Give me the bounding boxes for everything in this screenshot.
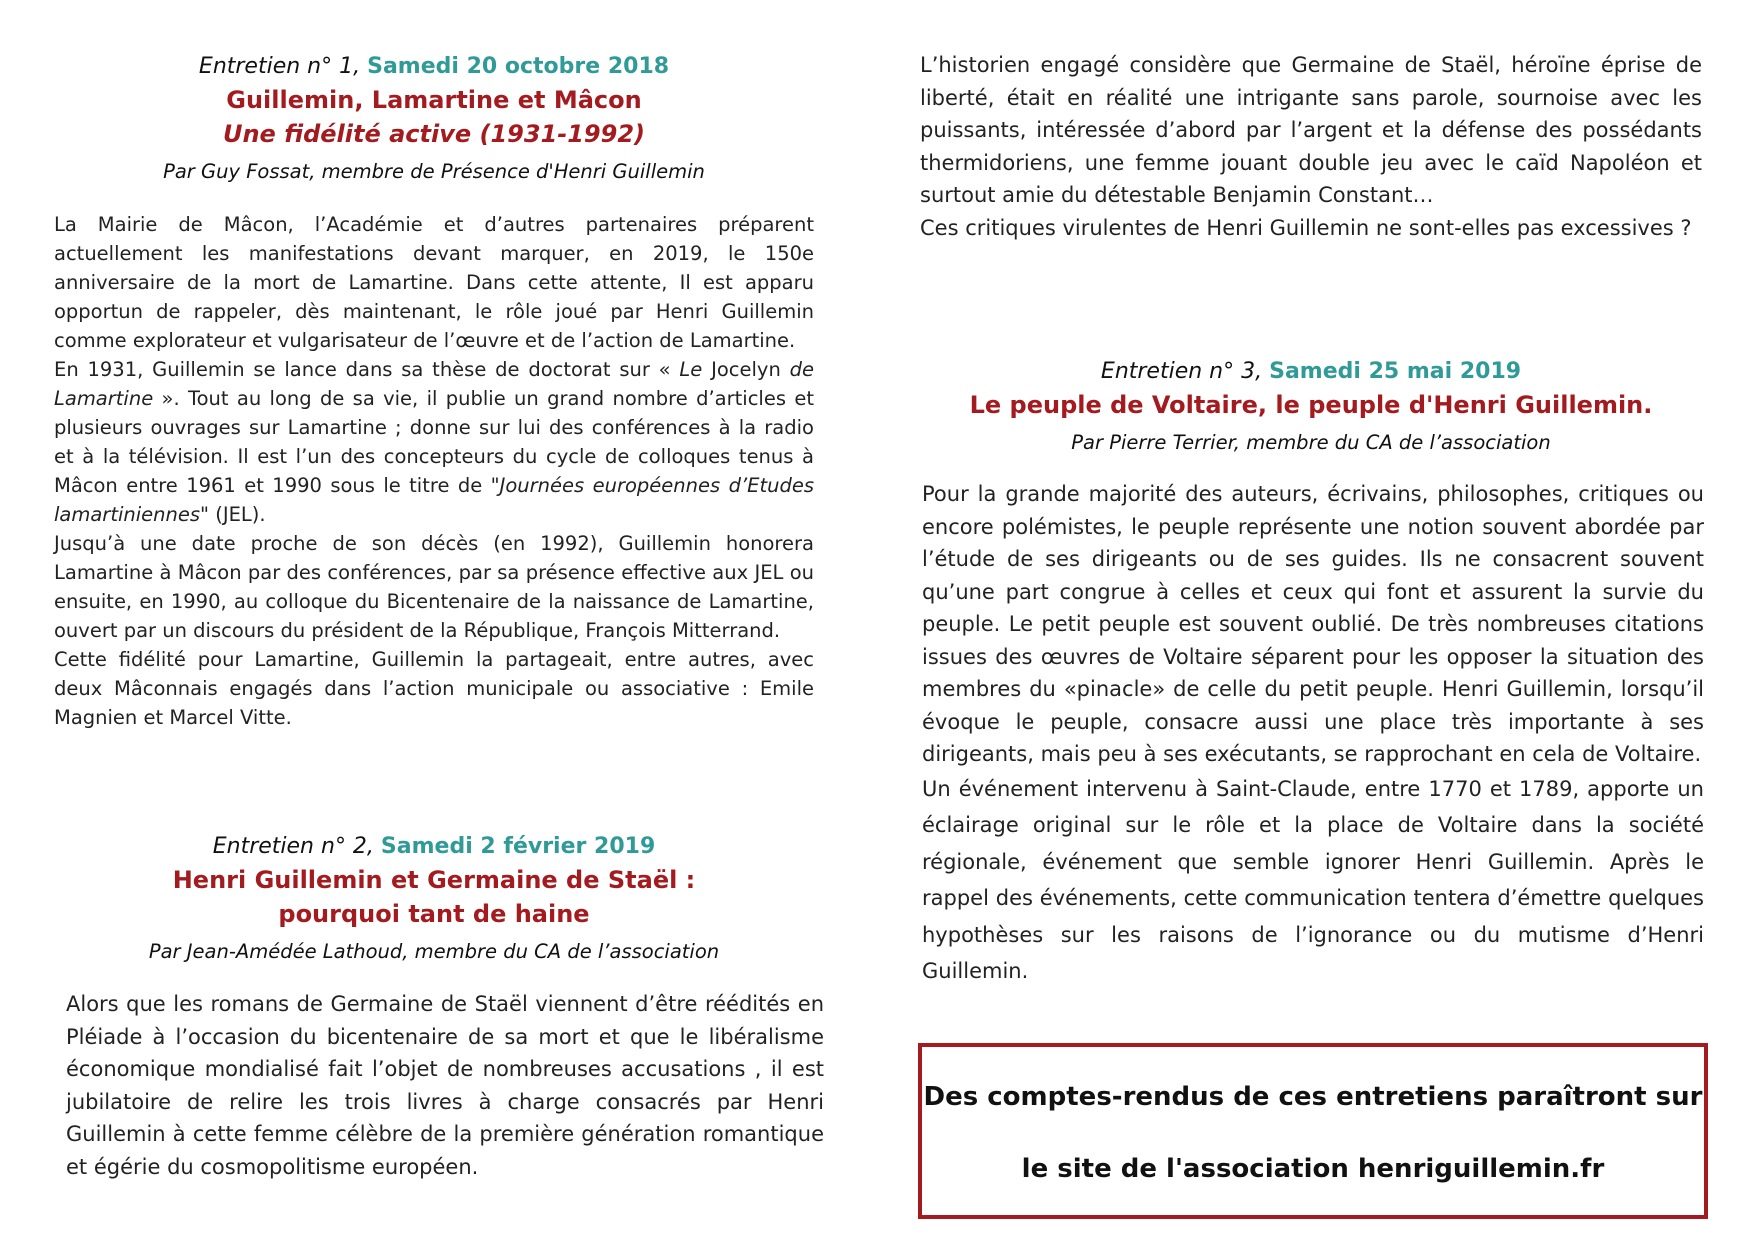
website-notice-line-1: Des comptes-rendus de ces entretiens paraîtront sur bbox=[923, 1082, 1703, 1112]
interview-3-title: Le peuple de Voltaire, le peuple d'Henri Guillemin. bbox=[969, 391, 1653, 419]
interview-3-date: Samedi 25 mai 2019 bbox=[1269, 359, 1522, 384]
interview-3-heading bbox=[920, 355, 1702, 388]
interview-1-para-2: En 1931, Guillemin se lance dans sa thèse de doctorat sur « Le Jocelyn de Lamartine ». Tout au long de sa vie, il publie un grand nombre d’articles et plusieurs ouvrages sur Lamartine ; donne sur lui des conférences à la radio et à la télévision. Il est l’un des concepteurs du cycle de colloques tenus à Mâcon entre 1961 et 1990 sous le titre de "Journées européennes d’Etudes lamartiniennes" (JEL). bbox=[54, 358, 815, 526]
interview-1-para-3: Jusqu’à une date proche de son décès (en 1992), Guillemin honorera Lamartine à Mâcon par des conférences, par sa présence effective aux JEL ou ensuite, en 1990, au colloque du Bicentenaire de la naissance de Lamartine, ouvert par un discours du président de la République, François Mitterrand. bbox=[54, 532, 814, 642]
interview-2-date: Samedi 2 février 2019 bbox=[380, 834, 656, 859]
interview-3-byline: Par Pierre Terrier, membre du CA de l’association bbox=[1071, 431, 1551, 454]
interview-2-label: Entretien n° 2, bbox=[212, 834, 374, 859]
interview-1-heading bbox=[54, 50, 814, 83]
interview-3-para-2: Un événement intervenu à Saint-Claude, entre 1770 et 1789, apporte un éclairage original sur le rôle et la place de Voltaire dans la société régionale, événement que semble ignorer Henri Guillemin. Après le rappel des événements, cette communication tentera d’émettre quelques hypothèses sur les raisons de l’ignorance ou du mutisme d’Henri Guillemin. bbox=[922, 776, 1704, 983]
interview-1-title: Guillemin, Lamartine et Mâcon bbox=[226, 86, 642, 114]
interview-2-byline: Par Jean-Amédée Lathoud, membre du CA de l’association bbox=[148, 940, 720, 963]
interview-2-heading bbox=[54, 830, 814, 863]
interview-2-body-right bbox=[920, 49, 1702, 244]
interview-2-para-1: Alors que les romans de Germaine de Staël viennent d’être réédités en Pléiade à l’occasion du bicentenaire de sa mort et que le libéralisme économique mondialisé fait l’objet de nombreuses accusations , il est jubilatoire de relire les trois livres à charge consacrés par Henri Guillemin à cette femme célèbre de la première génération romantique et égérie du cosmopolitisme européen. bbox=[66, 992, 824, 1179]
interview-1-para-1: La Mairie de Mâcon, l’Académie et d’autres partenaires préparent actuellement les manifestations devant marquer, en 2019, le 150e anniversaire de la mort de Lamartine. Dans cette attente, Il est apparu opportun de rappeler, dès maintenant, le rôle joué par Henri Guillemin comme explorateur et vulgarisateur de l’œuvre et de l’action de Lamartine. bbox=[54, 213, 814, 352]
interview-1-header bbox=[54, 50, 814, 183]
interview-1-body bbox=[54, 210, 814, 732]
interview-3-para-1: Pour la grande majorité des auteurs, écrivains, philosophes, critiques ou encore polémistes, le peuple représente une notion souvent abordée par l’étude de ses dirigeants ou de ses guides. Ils ne consacrent souvent qu’une part congrue à celles et ceux qui font et assurent la survie du peuple. Le petit peuple est souvent oublié. De très nombreuses citations issues des œuvres de Voltaire séparent pour les opposer la situation des membres du «pinacle» de celle du petit peuple. Henri Guillemin, lorsqu’il évoque le peuple, consacre aussi une place très importante à ses dirigeants, mais peu à ses exécutants, se rapprochant en cela de Voltaire. bbox=[922, 482, 1704, 766]
interview-3-header bbox=[920, 355, 1702, 454]
interview-2-para-2: L’historien engagé considère que Germaine de Staël, héroïne éprise de liberté, était en réalité une intrigante sans parole, sournoise avec les puissants, intéressée d’abord par l’argent et la défense des possédants thermidoriens, une femme jouant double jeu avec le caïd Napoléon et surtout amie du détestable Benjamin Constant… bbox=[920, 53, 1702, 207]
interview-1-label: Entretien n° 1, bbox=[198, 54, 361, 79]
interview-3-body bbox=[922, 478, 1704, 990]
interview-1-date: Samedi 20 octobre 2018 bbox=[367, 54, 670, 79]
interview-1-para-4: Cette fidélité pour Lamartine, Guillemin la partageait, entre autres, avec deux Mâconnais engagés dans l’action municipale ou associative : Emile Magnien et Marcel Vitte. bbox=[54, 648, 814, 729]
interview-1-byline: Par Guy Fossat, membre de Présence d'Henri Guillemin bbox=[163, 160, 705, 183]
interview-2-para-3: Ces critiques virulentes de Henri Guillemin ne sont-elles pas excessives ? bbox=[920, 215, 1692, 240]
interview-2-title-line-2: pourquoi tant de haine bbox=[278, 900, 590, 928]
interview-1-subtitle: Une fidélité active (1931-1992) bbox=[222, 120, 645, 148]
website-notice-box bbox=[918, 1043, 1708, 1219]
interview-2-title-line-1: Henri Guillemin et Germaine de Staël : bbox=[172, 866, 696, 894]
interview-2-body-left bbox=[66, 988, 824, 1183]
website-notice-line-2: le site de l'association henriguillemin.fr bbox=[1021, 1154, 1605, 1184]
interview-2-header bbox=[54, 830, 814, 963]
interview-3-label: Entretien n° 3, bbox=[1100, 359, 1263, 384]
